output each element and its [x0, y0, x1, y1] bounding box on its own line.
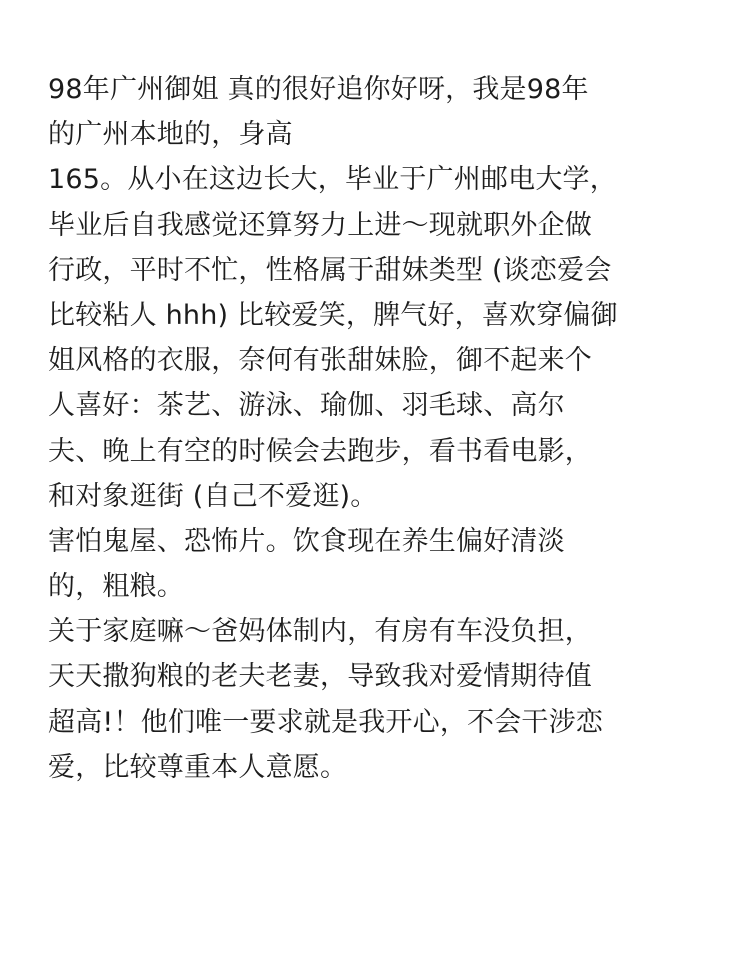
text-line: 比较粘人 hhh) 比较爱笑，脾气好，喜欢穿偏御: [48, 299, 618, 331]
text-line: 165。从小在这边长大，毕业于广州邮电大学，: [48, 164, 617, 196]
text-line: 的，粗粮。: [48, 571, 184, 603]
text-line: 害怕鬼屋、恐怖片。饮食现在养生偏好清淡: [48, 525, 565, 557]
text-line: 天天撒狗粮的老夫老妻，导致我对爱情期待值: [48, 661, 592, 693]
note-text: [48, 67, 698, 790]
text-line: 夫、晚上有空的时候会去跑步，看书看电影，: [48, 435, 592, 467]
text-line: 关于家庭嘛～爸妈体制内，有房有车没负担，: [48, 616, 592, 648]
text-line: 毕业后自我感觉还算努力上进～现就职外企做: [48, 209, 592, 241]
text-line: 姐风格的衣服，奈何有张甜妹脸，御不起来个: [48, 345, 592, 377]
text-line: 行政，平时不忙，性格属于甜妹类型 (谈恋爱会: [48, 254, 612, 286]
text-line: 人喜好：茶艺、游泳、瑜伽、羽毛球、高尔: [48, 390, 565, 422]
text-line: 爱，比较尊重本人意愿。: [48, 751, 348, 783]
text-line: 的广州本地的，身高: [48, 119, 293, 151]
text-line: 超高!！他们唯一要求就是我开心，不会干涉恋: [48, 706, 604, 738]
text-line: 98年广州御姐 真的很好追你好呀，我是98年: [48, 74, 589, 105]
text-line: 和对象逛街 (自己不爱逛)。: [48, 480, 378, 512]
